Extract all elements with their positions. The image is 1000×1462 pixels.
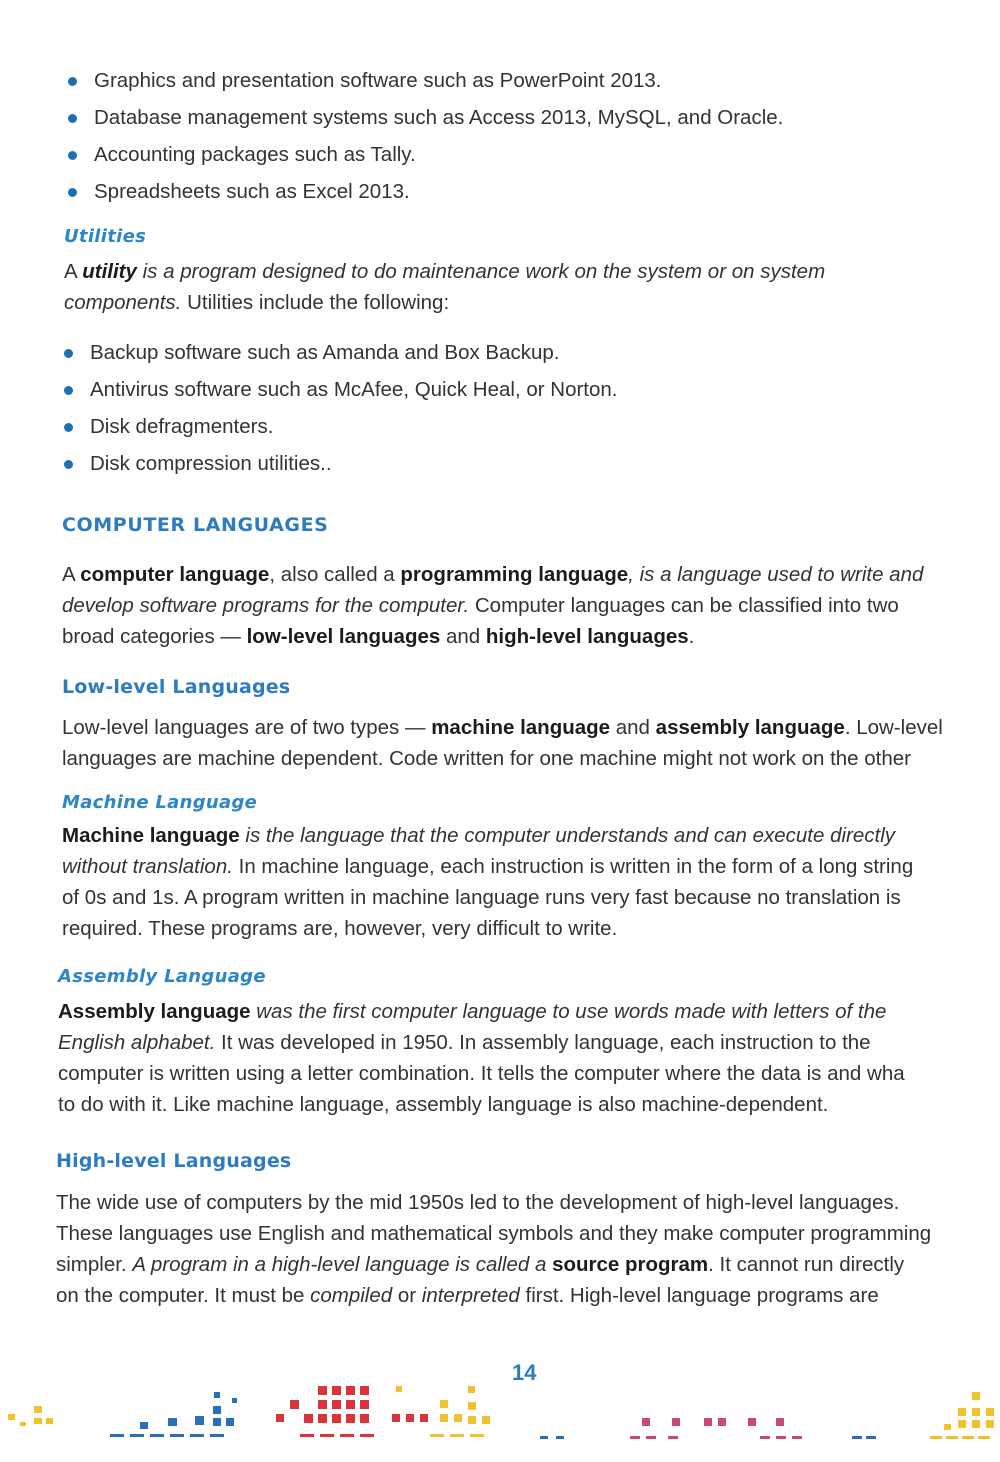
bullet-icon bbox=[68, 188, 77, 197]
computer-languages-paragraph: A computer language, also called a programming language, is a language used to write and develop software programs for the computer. Computer languages can be classified into two broad categories — low-level languages and high-level languages. bbox=[62, 563, 924, 648]
footer-blocks-orange bbox=[396, 1386, 490, 1437]
bullet-icon bbox=[68, 114, 77, 123]
high-level-heading: High-level Languages bbox=[56, 1150, 292, 1172]
assembly-language-paragraph: Assembly language was the first computer language to use words made with letters of the English alphabet. It was developed in 1950. In assembly language, each instruction to the computer is written using a letter combination. It tells the computer where the data is and wha to do with it. Like machine language, assembly language is also machine-dependent. bbox=[58, 1000, 905, 1116]
machine-language-heading: Machine Language bbox=[62, 792, 258, 813]
footer-blocks-yellow-left bbox=[8, 1406, 53, 1426]
list-item: Backup software such as Amanda and Box Backup. bbox=[60, 338, 618, 375]
footer-blocks-blue-right bbox=[540, 1436, 876, 1439]
list-item: Database management systems such as Access 2013, MySQL, and Oracle. bbox=[64, 103, 783, 140]
footer-blocks-pink bbox=[630, 1418, 802, 1439]
machine-language-paragraph: Machine language is the language that the computer understands and can execute directly without translation. In machine language, each instruction is written in the form of a long string of 0s and 1s. A program written in machine language runs very fast because no translation is required. These programs are, however, very difficult to write. bbox=[62, 824, 914, 940]
computer-languages-heading: COMPUTER LANGUAGES bbox=[62, 514, 329, 536]
software-examples-list bbox=[64, 66, 783, 214]
footer-blocks-blue bbox=[110, 1392, 237, 1437]
footer-blocks-yellow-right bbox=[930, 1392, 994, 1439]
bullet-icon bbox=[64, 386, 73, 395]
footer-blocks-red bbox=[276, 1386, 428, 1437]
list-item: Disk compression utilities.. bbox=[60, 449, 618, 486]
page-number: 14 bbox=[512, 1360, 537, 1385]
utilities-paragraph: A utility is a program designed to do maintenance work on the system or on system components. Utilities include the following: bbox=[64, 260, 826, 314]
bullet-icon bbox=[64, 423, 73, 432]
high-level-paragraph: The wide use of computers by the mid 1950s led to the development of high-level languages. These languages use English and mathematical symbols and they make computer programming simpler. A program in a high-level language is called a source program. It cannot run directly on the computer. It must be compiled or interpreted first. High-level language programs are bbox=[56, 1191, 932, 1307]
low-level-paragraph: Low-level languages are of two types — machine language and assembly language. Low-level languages are machine dependent. Code written for one machine might not work on the other bbox=[62, 716, 943, 770]
utilities-list bbox=[60, 338, 618, 486]
list-item: Antivirus software such as McAfee, Quick Heal, or Norton. bbox=[60, 375, 618, 412]
bullet-icon bbox=[68, 151, 77, 160]
list-item: Graphics and presentation software such as PowerPoint 2013. bbox=[64, 66, 783, 103]
bullet-icon bbox=[64, 460, 73, 469]
low-level-heading: Low-level Languages bbox=[62, 676, 291, 698]
utilities-heading: Utilities bbox=[64, 226, 147, 247]
decorative-footer-pattern bbox=[0, 1380, 1000, 1462]
list-item: Spreadsheets such as Excel 2013. bbox=[64, 177, 783, 214]
bullet-icon bbox=[68, 77, 77, 86]
list-item: Disk defragmenters. bbox=[60, 412, 618, 449]
assembly-language-heading: Assembly Language bbox=[58, 966, 266, 987]
list-item: Accounting packages such as Tally. bbox=[64, 140, 783, 177]
bullet-icon bbox=[64, 349, 73, 358]
